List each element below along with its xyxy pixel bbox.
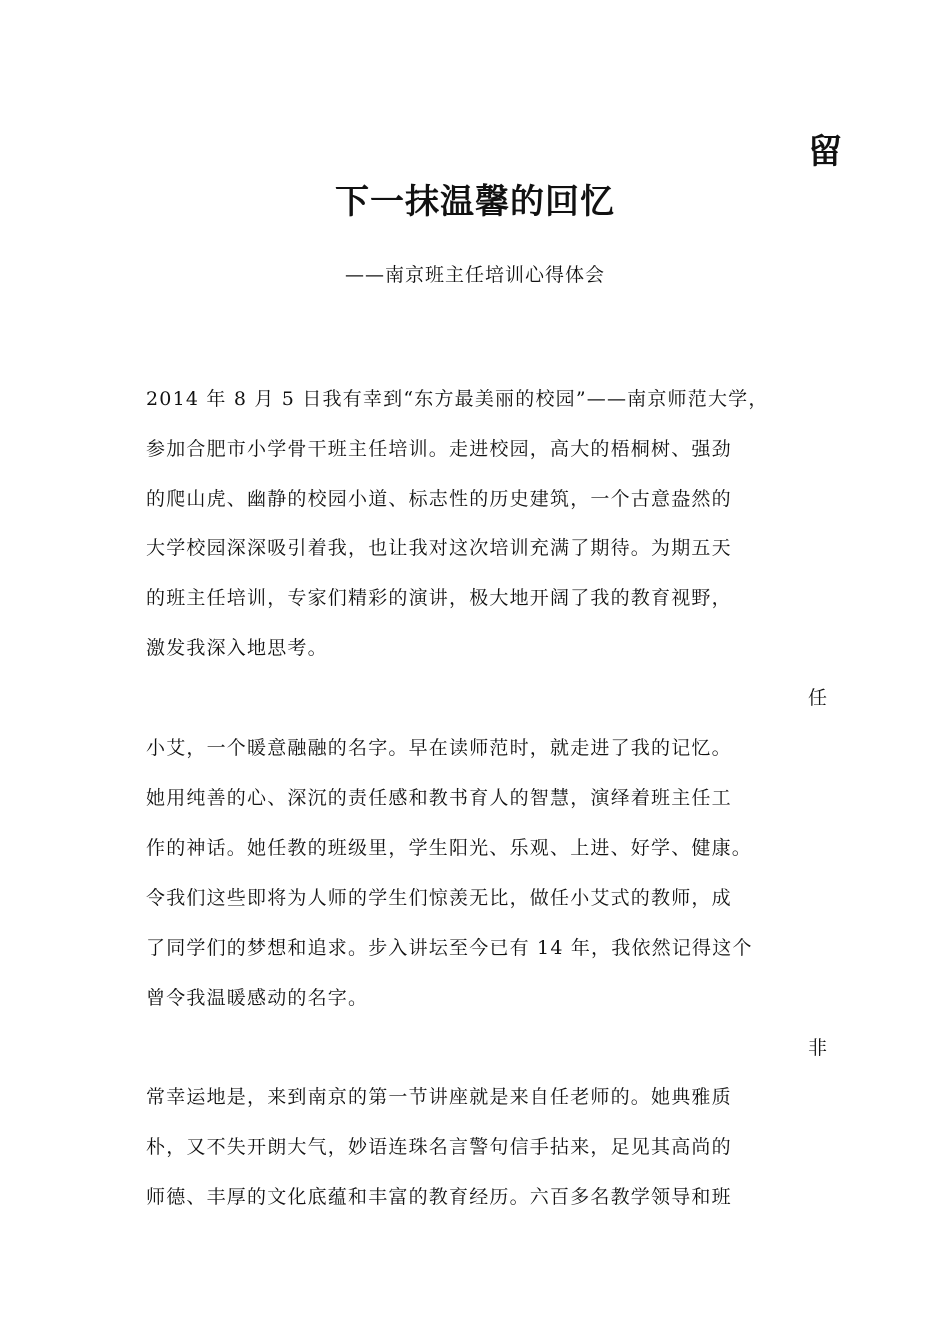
document-subtitle: ——南京班主任培训心得体会 [344,264,605,286]
paragraph-1-line: 的班主任培训，专家们精彩的演讲，极大地开阔了我的教育视野， [146,587,732,609]
paragraph-3-lead-char: 非 [808,1037,828,1059]
paragraph-1-line: 激发我深入地思考。 [146,637,328,659]
document-title: 下一抹温馨的回忆 [335,182,615,222]
paragraph-1-line: 2014 年 8 月 5 日我有幸到“东方最美丽的校园”——南京师范大学， [146,388,769,410]
paragraph-2-line: 令我们这些即将为人师的学生们惊羡无比，做任小艾式的教师，成 [146,887,732,909]
paragraph-2-line: 了同学们的梦想和追求。步入讲坛至今已有 14 年，我依然记得这个 [146,937,753,959]
paragraph-3-line: 师德、丰厚的文化底蕴和丰富的教育经历。六百多名教学领导和班 [146,1186,732,1208]
paragraph-2-lead-char: 任 [808,687,828,709]
paragraph-1-line: 大学校园深深吸引着我，也让我对这次培训充满了期待。为期五天 [146,537,732,559]
paragraph-2-line: 作的神话。她任教的班级里，学生阳光、乐观、上进、好学、健康。 [146,837,753,859]
paragraph-2-line: 她用纯善的心、深沉的责任感和教书育人的智慧，演绎着班主任工 [146,787,732,809]
paragraph-3-line: 朴，又不失开朗大气，妙语连珠名言警句信手拈来，足见其高尚的 [146,1136,732,1158]
paragraph-3-line: 常幸运地是，来到南京的第一节讲座就是来自任老师的。她典雅质 [146,1086,732,1108]
paragraph-1-line: 参加合肥市小学骨干班主任培训。走进校园，高大的梧桐树、强劲 [146,438,732,460]
title-first-char: 留 [808,132,842,172]
paragraph-1-line: 的爬山虎、幽静的校园小道、标志性的历史建筑，一个古意盎然的 [146,488,732,510]
paragraph-2-line: 小艾，一个暖意融融的名字。早在读师范时，就走进了我的记忆。 [146,737,732,759]
paragraph-2-line: 曾令我温暖感动的名字。 [146,987,369,1009]
